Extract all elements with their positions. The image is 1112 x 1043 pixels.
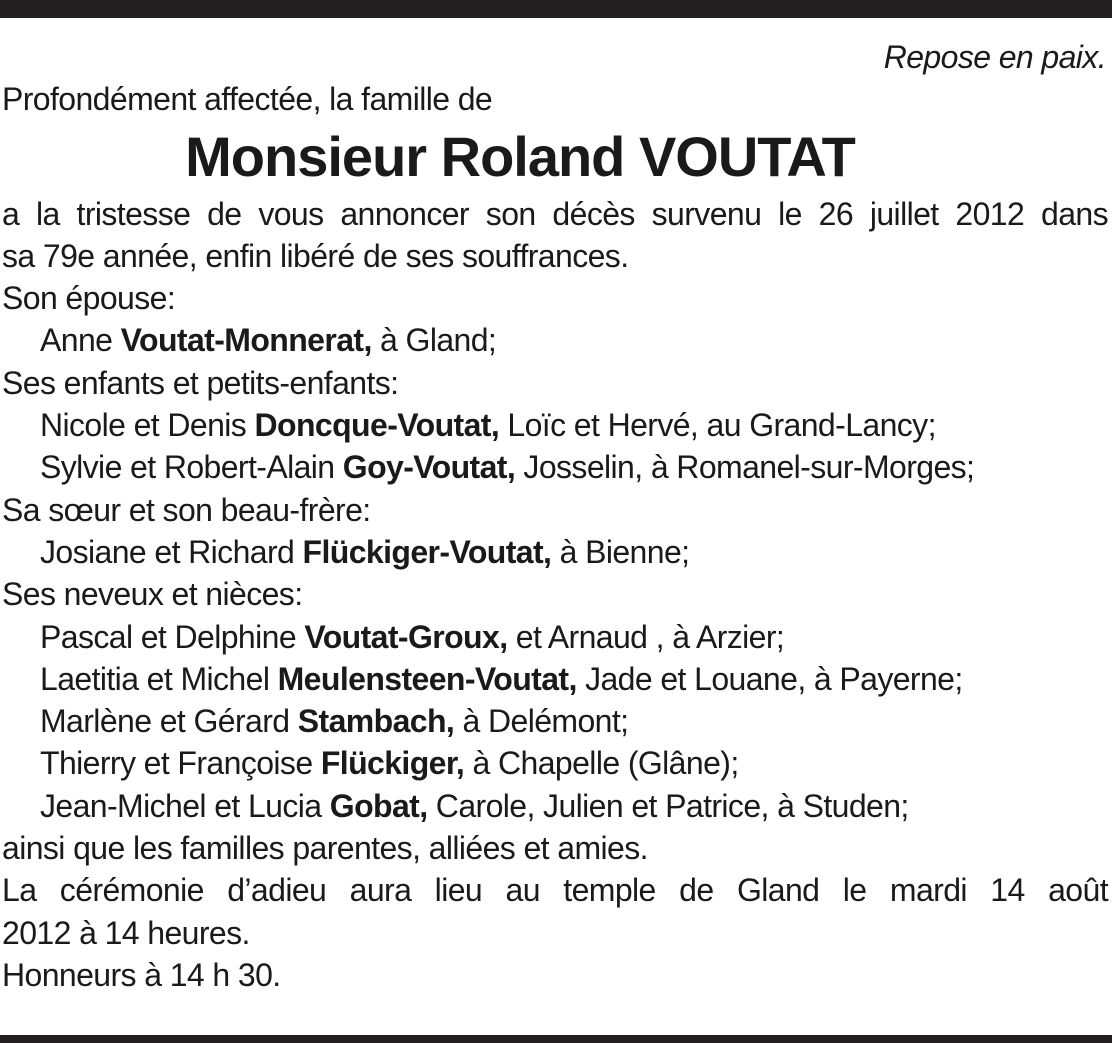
entry-details: à Bienne; bbox=[551, 533, 690, 570]
spouse-heading: Son épouse: bbox=[2, 280, 176, 317]
family-entry bbox=[2, 319, 1108, 361]
family-entry bbox=[2, 700, 1108, 742]
entry-surname: Meulensteen-Voutat, bbox=[277, 660, 577, 697]
nephews-heading: Ses neveux et nièces: bbox=[2, 576, 303, 613]
top-border-rule bbox=[0, 0, 1112, 18]
bottom-border-rule bbox=[0, 1035, 1112, 1043]
deceased-name: Monsieur Roland VOUTAT bbox=[185, 124, 855, 188]
entry-details: Josselin, à Romanel-sur-Morges; bbox=[515, 449, 975, 486]
entry-names: Thierry et Françoise bbox=[40, 745, 321, 782]
family-entry bbox=[2, 742, 1108, 784]
entry-details: à Chapelle (Glâne); bbox=[464, 745, 739, 782]
motto: Repose en paix. bbox=[883, 39, 1106, 75]
entry-details: Loïc et Hervé, au Grand-Lancy; bbox=[499, 407, 936, 444]
ceremony-line-1: La cérémonie d’adieu aura lieu au temple de Gland le mardi 14 août bbox=[2, 872, 1108, 909]
honours-line: Honneurs à 14 h 30. bbox=[2, 956, 281, 993]
families-line: ainsi que les familles parentes, alliées et amies. bbox=[2, 830, 648, 867]
family-entry bbox=[2, 658, 1108, 700]
entry-names: Jean-Michel et Lucia bbox=[40, 787, 330, 824]
entry-surname: Flückiger-Voutat, bbox=[302, 533, 552, 570]
family-entry bbox=[2, 404, 1108, 446]
entry-surname: Voutat-Monnerat, bbox=[120, 322, 372, 359]
entry-names: Marlène et Gérard bbox=[40, 703, 298, 740]
entry-surname: Stambach, bbox=[297, 703, 455, 740]
entry-names: Nicole et Denis bbox=[40, 407, 255, 444]
announcement-line-1: a la tristesse de vous annoncer son décès survenu le 26 juillet 2012 dans bbox=[2, 195, 1108, 232]
intro-line: Profondément affectée, la famille de bbox=[2, 81, 493, 118]
ceremony-line-2: 2012 à 14 heures. bbox=[2, 914, 250, 951]
entry-details: Jade et Louane, à Payerne; bbox=[576, 660, 963, 697]
entry-names: Laetitia et Michel bbox=[40, 660, 278, 697]
sister-heading: Sa sœur et son beau-frère: bbox=[2, 491, 371, 528]
entry-surname: Voutat-Groux, bbox=[304, 618, 508, 655]
entry-names: Pascal et Delphine bbox=[40, 618, 305, 655]
children-heading: Ses enfants et petits-enfants: bbox=[2, 364, 399, 401]
entry-surname: Flückiger, bbox=[320, 745, 465, 782]
family-entry bbox=[2, 785, 1108, 827]
family-entry bbox=[2, 531, 1108, 573]
entry-surname: Gobat, bbox=[329, 787, 428, 824]
entry-names: Anne bbox=[40, 322, 121, 359]
entry-details: à Delémont; bbox=[454, 703, 629, 740]
entry-surname: Doncque-Voutat, bbox=[254, 407, 500, 444]
entry-details: à Gland; bbox=[371, 322, 497, 359]
announcement-line-2: sa 79e année, enfin libéré de ses souffrances. bbox=[2, 237, 629, 274]
family-entry bbox=[2, 446, 1108, 488]
entry-details: et Arnaud , à Arzier; bbox=[507, 618, 785, 655]
obituary-notice bbox=[2, 36, 1108, 996]
family-entry bbox=[2, 616, 1108, 658]
entry-surname: Goy-Voutat, bbox=[342, 449, 516, 486]
entry-names: Sylvie et Robert-Alain bbox=[40, 449, 343, 486]
entry-names: Josiane et Richard bbox=[40, 533, 303, 570]
entry-details: Carole, Julien et Patrice, à Studen; bbox=[427, 787, 909, 824]
